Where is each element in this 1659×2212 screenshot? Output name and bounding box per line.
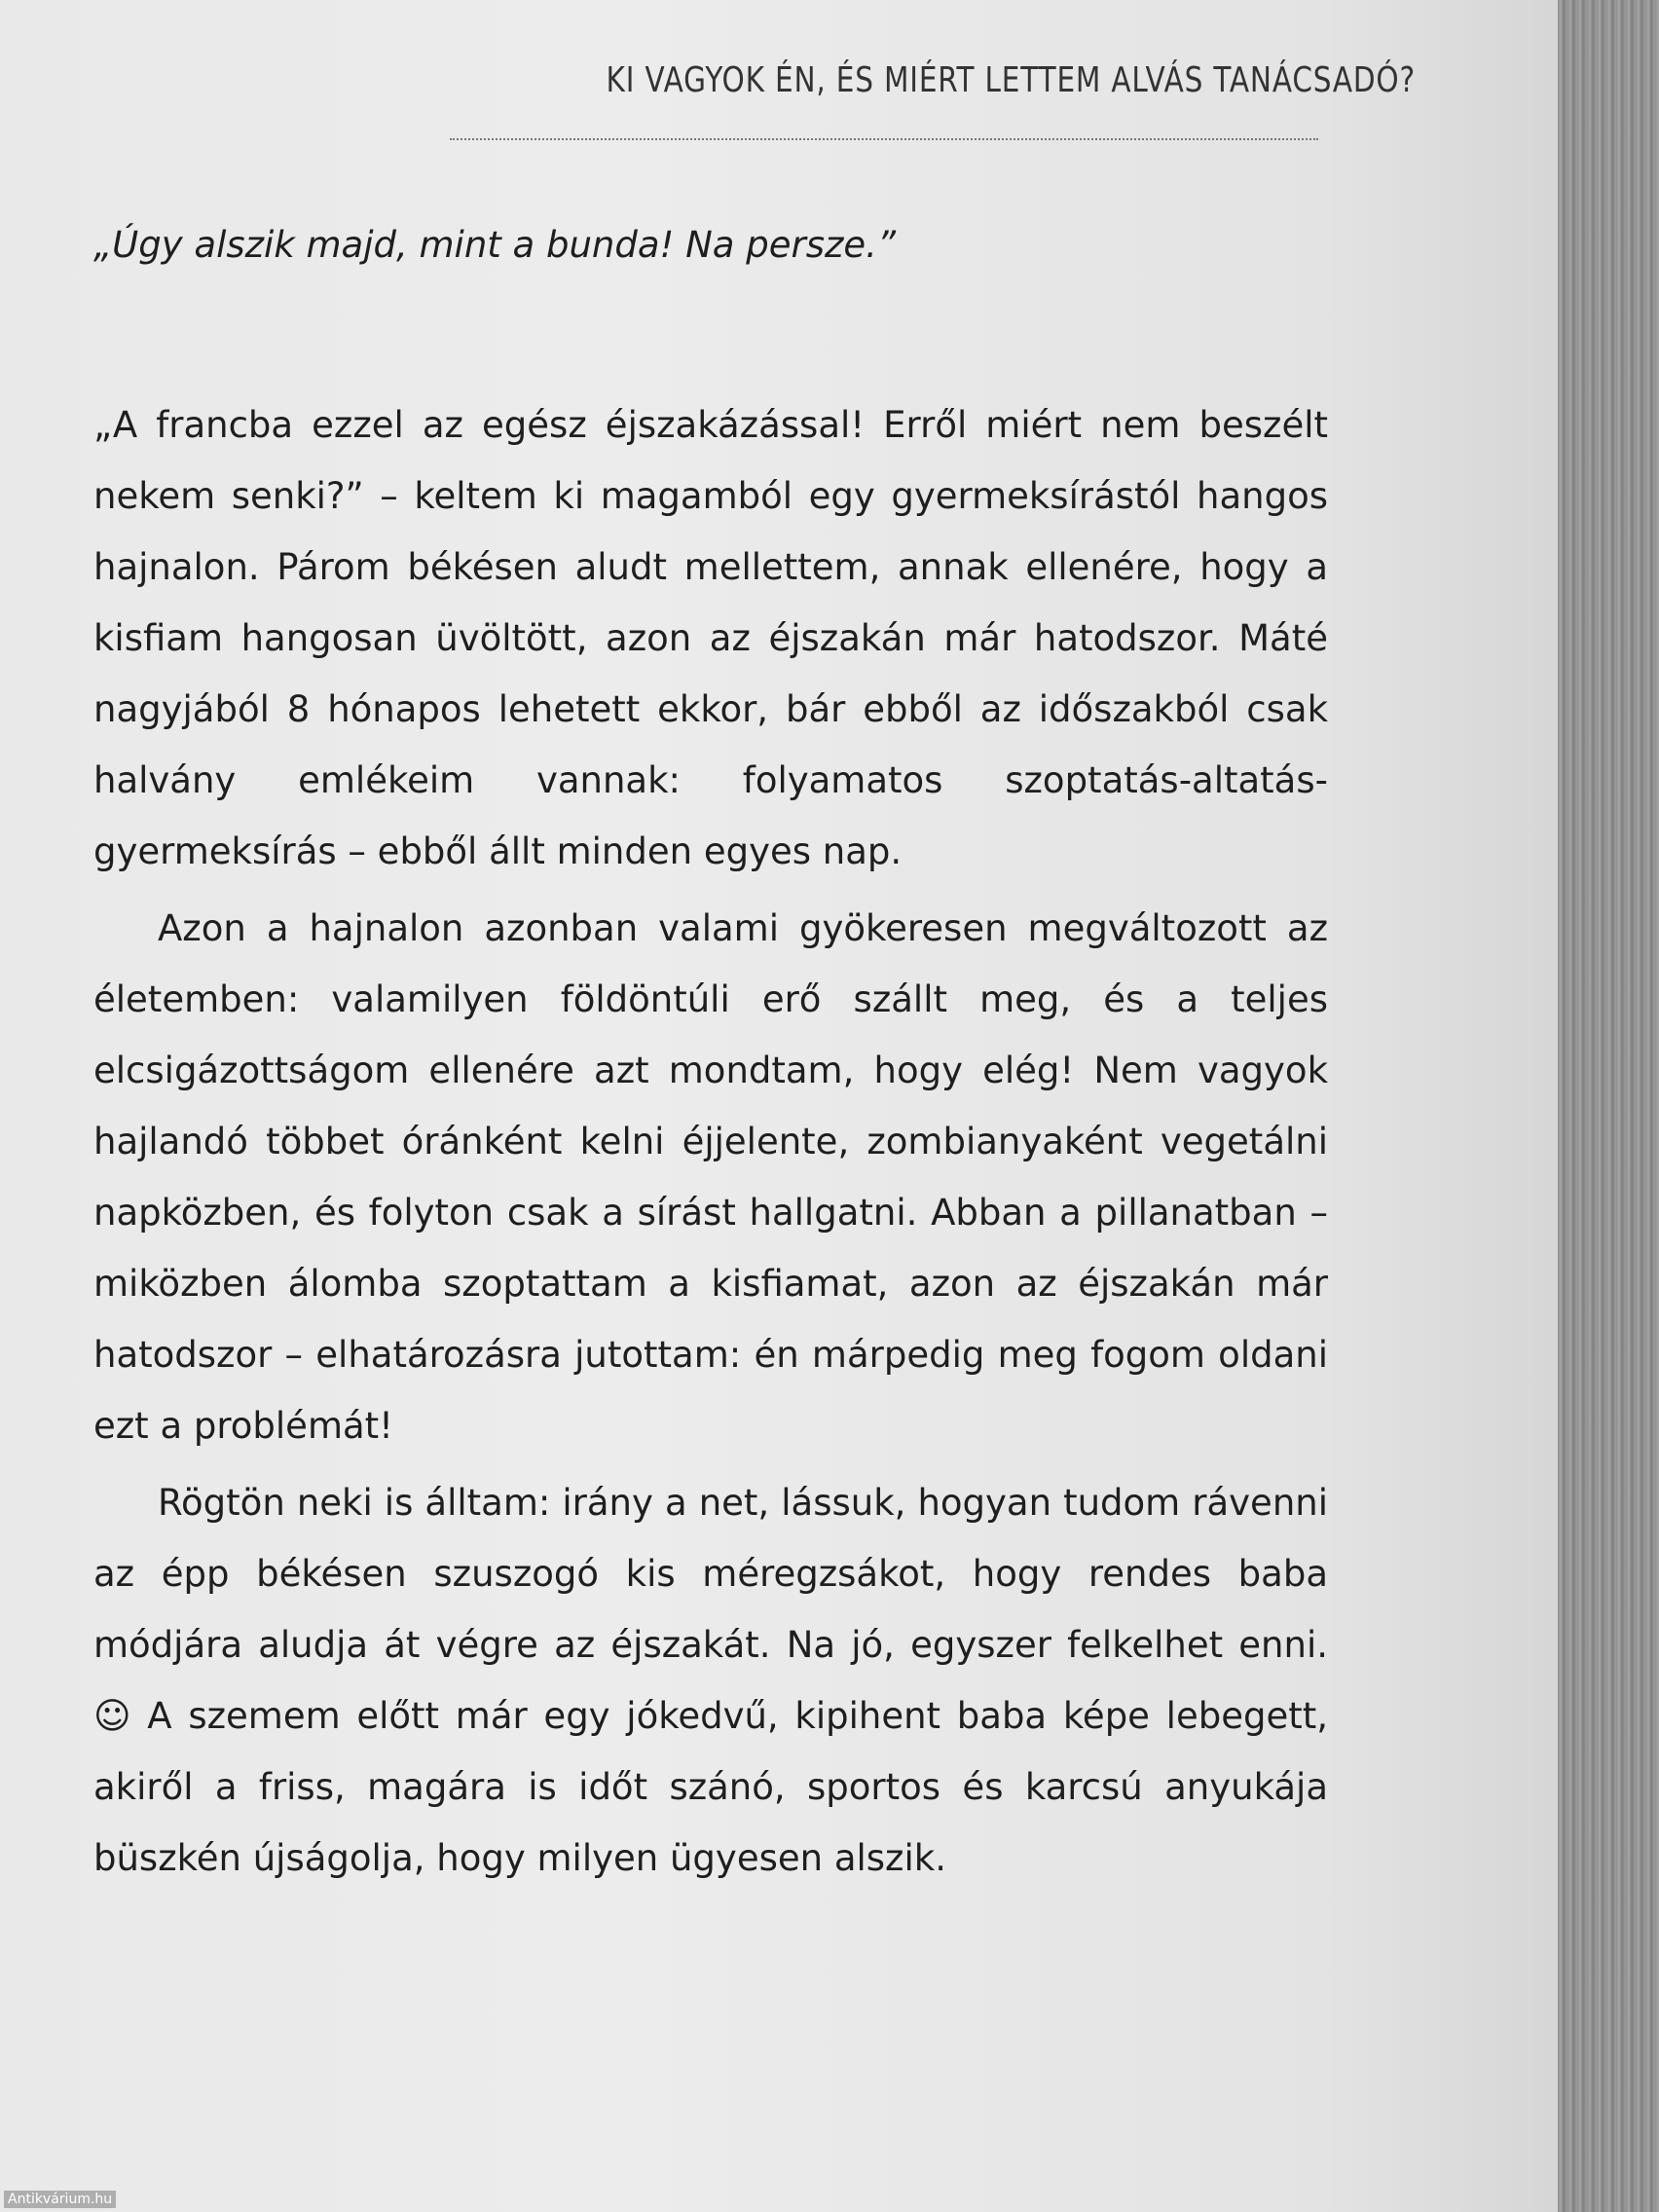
body-text — [93, 209, 1328, 1899]
page-edges — [1558, 0, 1659, 2212]
paragraph-3: Rögtön neki is álltam: irány a net, lássuk, hogyan tudom rávenni az épp békésen szuszogó kis méregzsákot, hogy rendes baba módjára aludja át végre az éjszakát. Na jó, egyszer felkelhet enni. ☺ A szemem előtt már egy jókedvű, kipihent baba képe lebegett, akiről a friss, magára is időt szánó, sportos és karcsú anyukája büszkén újságolja, hogy milyen ügyesen alszik. — [93, 1482, 1328, 1879]
header-dotted-rule — [450, 138, 1318, 140]
running-header-title: KI VAGYOK ÉN, ÉS MIÉRT LETTEM ALVÁS TANÁCSADÓ? — [606, 60, 1416, 100]
paragraph-2: Azon a hajnalon azonban valami gyökeresen megváltozott az életemben: valamilyen földöntúli erő szállt meg, és a teljes elcsigázottságom ellenére azt mondtam, hogy elég! Nem vagyok hajlandó többet óránként kelni éjjelente, zombianyaként vegetálni napközben, és folyton csak a sírást hallgatni. Abban a pillanatban – miközben álomba szoptattam a kisfiamat, azon az éjszakán már hatodszor – elhatározásra jutottam: én márpedig meg fogom oldani ezt a problémát! — [93, 907, 1328, 1447]
watermark-logo: Antikvárium.hu — [4, 2191, 116, 2208]
opening-quote: „Úgy alszik majd, mint a bunda! Na persze.” — [93, 224, 897, 266]
paragraph-1: „A francba ezzel az egész éjszakázással! Erről miért nem beszélt nekem senki?” – keltem ki magamból egy gyermeksírástól hangos hajnalon. Párom békésen aludt mellettem, annak ellenére, hogy a kisfiam hangosan üvöltött, azon az éjszakán már hatodszor. Máté nagyjából 8 hónapos lehetett ekkor, bár ebből az időszakból csak halvány emlékeim vannak: folyamatos szoptatás-altatás-gyermeksírás – ebből állt minden egyes nap. — [93, 404, 1328, 872]
